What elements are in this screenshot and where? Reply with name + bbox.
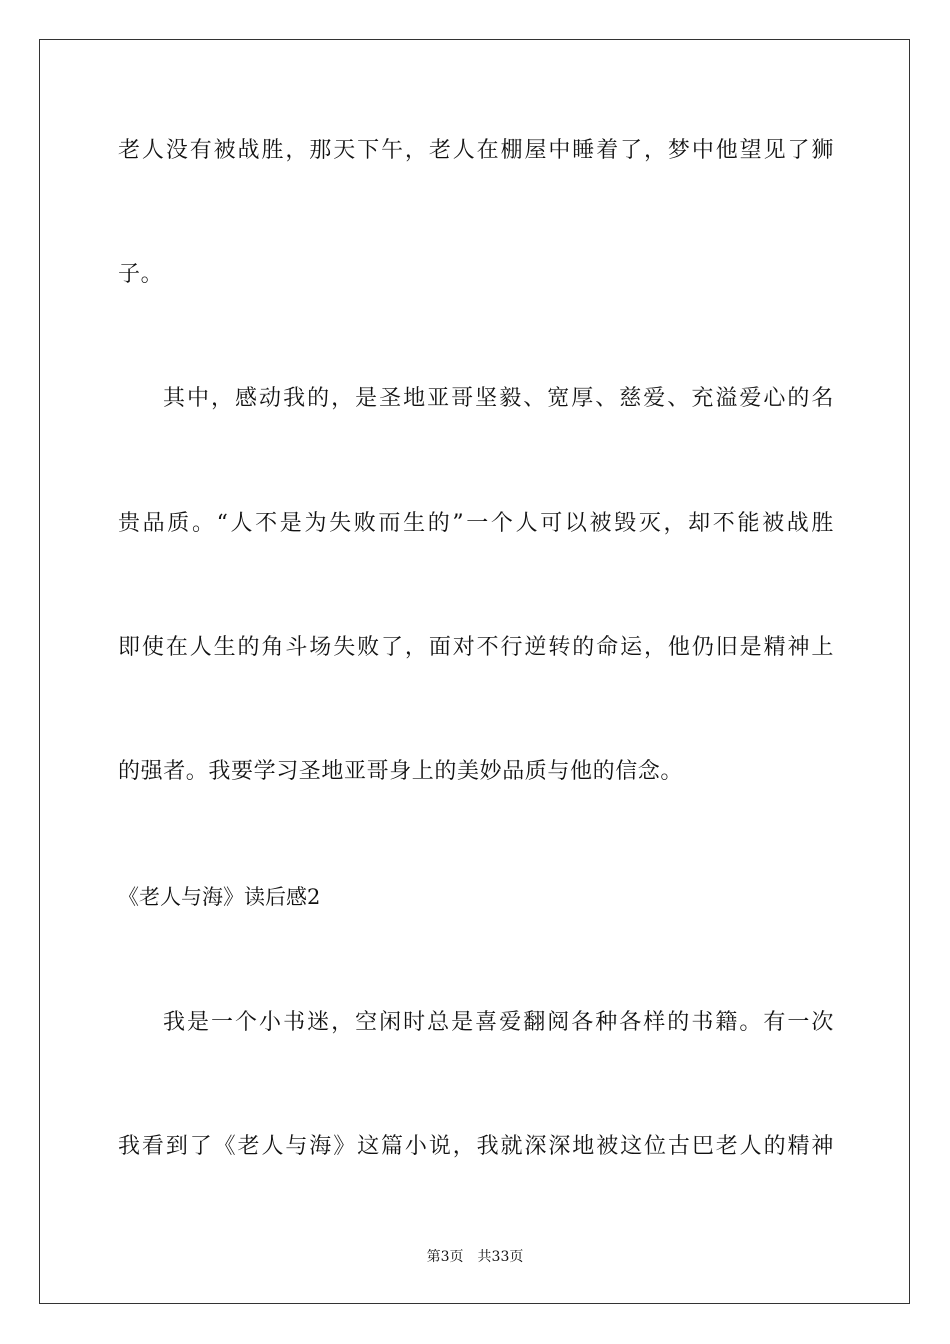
paragraph-line: 子。 [118, 262, 164, 287]
page-number: 第3页 [426, 1249, 464, 1265]
paragraph-line: 即使在人生的角斗场失败了，面对不行逆转的命运，他仍旧是精神上 [118, 635, 834, 660]
paragraph-line: 的强者。我要学习圣地亚哥身上的美妙品质与他的信念。 [118, 759, 684, 784]
paragraph-line: 我看到了《老人与海》这篇小说，我就深深地被这位古巴老人的精神 [118, 1134, 834, 1159]
paragraph-line: 贵品质。“人不是为失败而生的”一个人可以被毁灭，却不能被战胜 [118, 511, 834, 536]
page-frame [39, 39, 910, 1304]
paragraph-line: 老人没有被战胜，那天下午，老人在棚屋中睡着了，梦中他望见了狮 [118, 138, 834, 163]
paragraph-line: 其中，感动我的，是圣地亚哥坚毅、宽厚、慈爱、充溢爱心的名 [163, 386, 834, 411]
page-footer [0, 1248, 950, 1266]
section-heading: 《老人与海》读后感2 [118, 885, 321, 909]
paragraph-line: 我是一个小书迷，空闲时总是喜爱翻阅各种各样的书籍。有一次 [163, 1010, 834, 1035]
page-total: 共33页 [477, 1249, 524, 1265]
